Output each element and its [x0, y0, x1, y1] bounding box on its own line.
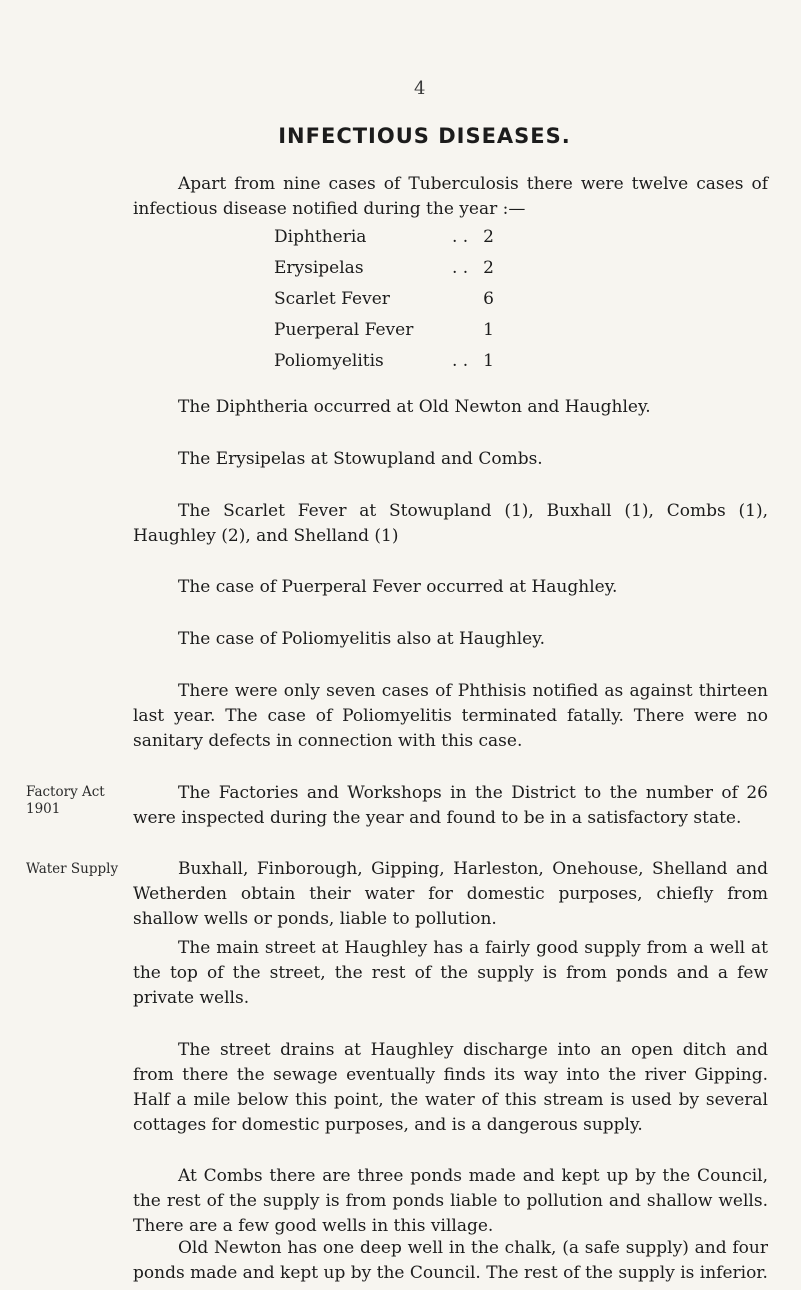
paragraph-erysipelas: The Erysipelas at Stowupland and Combs. — [178, 449, 543, 469]
paragraph-combs: At Combs there are three ponds made and kept up by the Council, the rest of the supply is from ponds liable to pollution and shallow wells. There are a few good wells in this village. — [133, 1166, 768, 1236]
disease-name: Diphtheria — [274, 227, 367, 247]
paragraph-diphtheria: The Diphtheria occurred at Old Newton and Haughley. — [178, 397, 651, 417]
disease-dots: . . — [452, 258, 469, 278]
paragraph-water-supply: Buxhall, Finborough, Gipping, Harleston, Onehouse, Shelland and Wetherden obtain their water for domestic purposes, chiefly from shallow wells or ponds, liable to pollution. — [133, 859, 768, 929]
section-title: INFECTIOUS DISEASES. — [278, 124, 571, 148]
disease-row — [274, 351, 494, 382]
disease-row — [274, 320, 494, 351]
paragraph-poliomyelitis: The case of Poliomyelitis also at Haughley. — [178, 629, 545, 649]
margin-note-water-supply: Water Supply — [26, 861, 119, 877]
disease-dots — [452, 320, 474, 351]
disease-row — [274, 258, 494, 289]
intro-paragraph: Apart from nine cases of Tuberculosis there were twelve cases of infectious disease notified during the year :— — [133, 174, 768, 219]
disease-name: Erysipelas — [274, 258, 364, 278]
disease-count: 1 — [483, 320, 494, 340]
paragraph-street-drains: The street drains at Haughley discharge into an open ditch and from there the sewage eventually finds its way into the river Gipping. Half a mile below this point, the water of this stream is used by several cottages for domestic purposes, and is a dangerous supply. — [133, 1040, 768, 1135]
paragraph-phthisis: There were only seven cases of Phthisis notified as against thirteen last year. The case of Poliomyelitis terminated fatally. There were no sanitary defects in connection with this case. — [133, 681, 768, 751]
margin-note-factory-act: Factory Act 1901 — [26, 784, 105, 817]
disease-count: 6 — [483, 289, 494, 309]
paragraph-puerperal-fever: The case of Puerperal Fever occurred at Haughley. — [178, 577, 618, 597]
disease-row — [274, 289, 494, 320]
paragraph-haughley-main-street: The main street at Haughley has a fairly good supply from a well at the top of the street, the rest of the supply is from ponds and a few private wells. — [133, 938, 768, 1008]
disease-dots — [452, 289, 474, 320]
disease-count: 2 — [483, 258, 494, 278]
disease-dots: . . — [452, 351, 469, 371]
disease-count: 2 — [483, 227, 494, 247]
disease-table — [274, 227, 494, 382]
paragraph-scarlet-fever: The Scarlet Fever at Stowupland (1), Buxhall (1), Combs (1), Haughley (2), and Shelland (1) — [133, 501, 768, 546]
paragraph-old-newton: Old Newton has one deep well in the chalk, (a safe supply) and four ponds made and kept up by the Council. The rest of the supply is inferior. — [133, 1238, 768, 1283]
disease-name: Poliomyelitis — [274, 351, 384, 371]
disease-name: Scarlet Fever — [274, 289, 390, 309]
disease-name: Puerperal Fever — [274, 320, 414, 340]
disease-dots: . . — [452, 227, 469, 247]
paragraph-factories: The Factories and Workshops in the District to the number of 26 were inspected during the year and found to be in a satisfactory state. — [133, 783, 768, 828]
page-number: 4 — [414, 78, 426, 99]
disease-count: 1 — [483, 351, 494, 371]
disease-row — [274, 227, 494, 258]
